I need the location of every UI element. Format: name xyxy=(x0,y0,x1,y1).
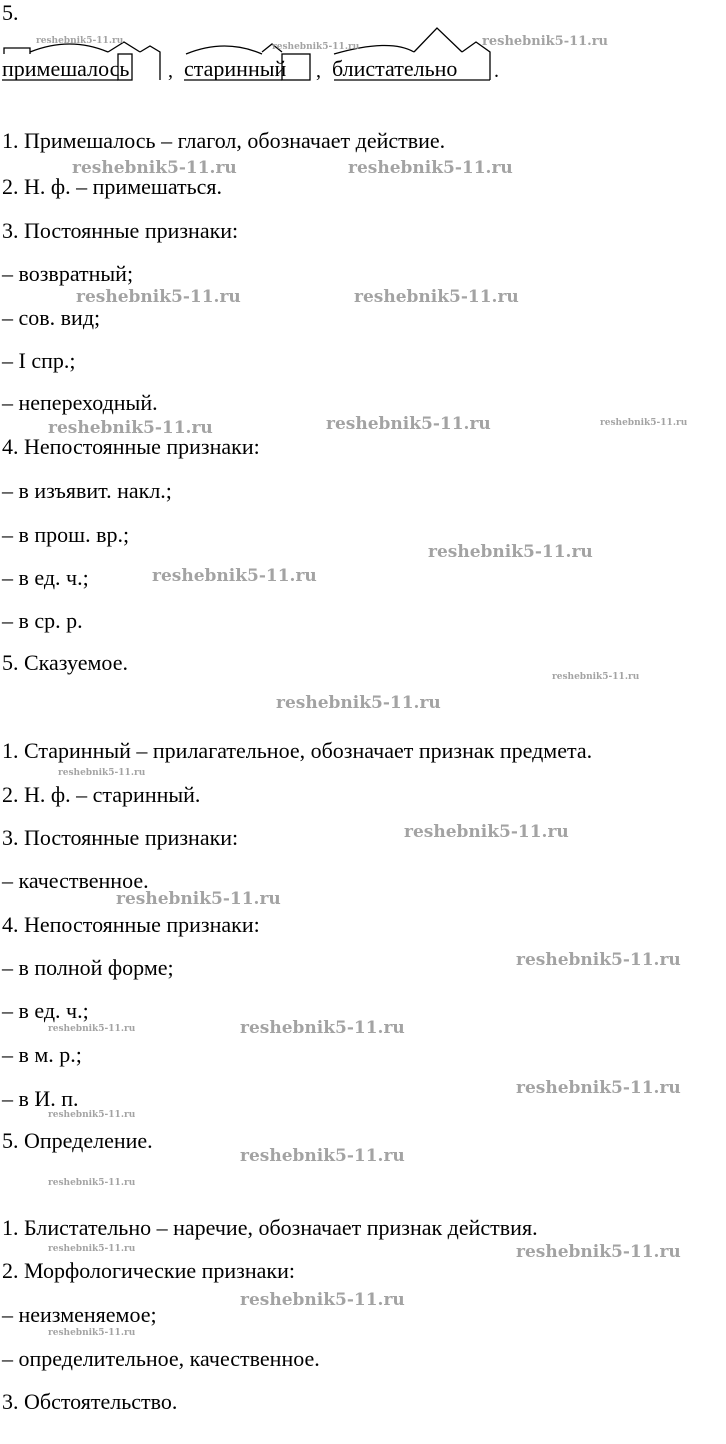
text-line: – в полной форме; xyxy=(2,955,174,980)
text-line: – в изъявит. накл.; xyxy=(2,478,172,503)
text-line: 2. Н. ф. – примешаться. xyxy=(2,174,223,199)
parsed-word-3: блистательно xyxy=(332,56,458,81)
text-line: – непереходный. xyxy=(2,390,158,415)
watermark: reshebnik5-11.ru xyxy=(48,418,213,438)
text-line: 2. Морфологические признаки: xyxy=(2,1258,295,1283)
watermark: reshebnik5-11.ru xyxy=(36,36,124,46)
ending-mark-1 xyxy=(118,54,132,80)
watermark: reshebnik5-11.ru xyxy=(48,1244,136,1254)
watermark: reshebnik5-11.ru xyxy=(72,158,237,178)
ending-mark-2 xyxy=(282,54,310,80)
watermark: reshebnik5-11.ru xyxy=(240,1018,405,1038)
text-line: 1. Блистательно – наречие, обозначает признак действия. xyxy=(2,1215,538,1240)
separator-2: , xyxy=(316,60,321,82)
text-line: 4. Непостоянные признаки: xyxy=(2,434,260,459)
watermark: reshebnik5-11.ru xyxy=(516,950,681,970)
watermark: reshebnik5-11.ru xyxy=(48,1110,136,1120)
postfix-mark-1 xyxy=(140,46,160,80)
text-line: 3. Обстоятельство. xyxy=(2,1389,178,1414)
root-mark-2 xyxy=(186,46,262,54)
separator-3: . xyxy=(494,60,499,82)
watermark: reshebnik5-11.ru xyxy=(516,1078,681,1098)
text-line: 1. Старинный – прилагательное, обозначает признак предмета. xyxy=(2,738,593,763)
text-line: 4. Непостоянные признаки: xyxy=(2,912,260,937)
watermark: reshebnik5-11.ru xyxy=(600,418,688,428)
morpheme-marks xyxy=(0,0,726,100)
text-line: 5. Сказуемое. xyxy=(2,650,128,675)
watermark: reshebnik5-11.ru xyxy=(516,1242,681,1262)
watermark: reshebnik5-11.ru xyxy=(354,287,519,307)
watermark: reshebnik5-11.ru xyxy=(326,414,491,434)
text-line: 2. Н. ф. – старинный. xyxy=(2,782,201,807)
watermark: reshebnik5-11.ru xyxy=(272,42,360,52)
text-line: – в ед. ч.; xyxy=(2,998,89,1023)
watermark: reshebnik5-11.ru xyxy=(552,672,640,682)
text-line: – в ед. ч.; xyxy=(2,565,89,590)
watermark: reshebnik5-11.ru xyxy=(48,1178,136,1188)
watermark: reshebnik5-11.ru xyxy=(48,1328,136,1338)
watermark: reshebnik5-11.ru xyxy=(152,566,317,586)
watermark: reshebnik5-11.ru xyxy=(348,158,513,178)
text-line: – определительное, качественное. xyxy=(2,1346,320,1371)
suffix-mark-3 xyxy=(414,28,462,52)
prefix-mark-1 xyxy=(4,48,30,54)
watermark: reshebnik5-11.ru xyxy=(240,1146,405,1166)
text-line: – в м. р.; xyxy=(2,1042,82,1067)
text-line: – качественное. xyxy=(2,868,149,893)
text-line: – в ср. р. xyxy=(2,608,83,633)
watermark: reshebnik5-11.ru xyxy=(404,822,569,842)
watermark: reshebnik5-11.ru xyxy=(428,542,593,562)
text-line: 1. Примешалось – глагол, обозначает действие. xyxy=(2,128,446,153)
text-line: – неизменяемое; xyxy=(2,1302,157,1327)
text-line: – I спр.; xyxy=(2,348,76,373)
text-line: 5. Определение. xyxy=(2,1128,153,1153)
text-line: – возвратный; xyxy=(2,261,134,286)
watermark: reshebnik5-11.ru xyxy=(116,889,281,909)
text-line: 3. Постоянные признаки: xyxy=(2,218,239,243)
text-line: 3. Постоянные признаки: xyxy=(2,825,239,850)
text-line: – в прош. вр.; xyxy=(2,522,130,547)
watermark: reshebnik5-11.ru xyxy=(48,1024,136,1034)
watermark: reshebnik5-11.ru xyxy=(276,693,441,713)
parsed-word-1: примешалось xyxy=(2,56,130,81)
parsed-word-2: старинный xyxy=(184,56,287,81)
watermark: reshebnik5-11.ru xyxy=(76,287,241,307)
text-line: – в И. п. xyxy=(2,1086,79,1111)
separator-1: , xyxy=(168,60,173,82)
watermark: reshebnik5-11.ru xyxy=(58,768,146,778)
task-number: 5. xyxy=(2,0,19,25)
watermark: reshebnik5-11.ru xyxy=(240,1290,405,1310)
text-line: – сов. вид; xyxy=(2,305,101,330)
watermark: reshebnik5-11.ru xyxy=(482,34,609,49)
